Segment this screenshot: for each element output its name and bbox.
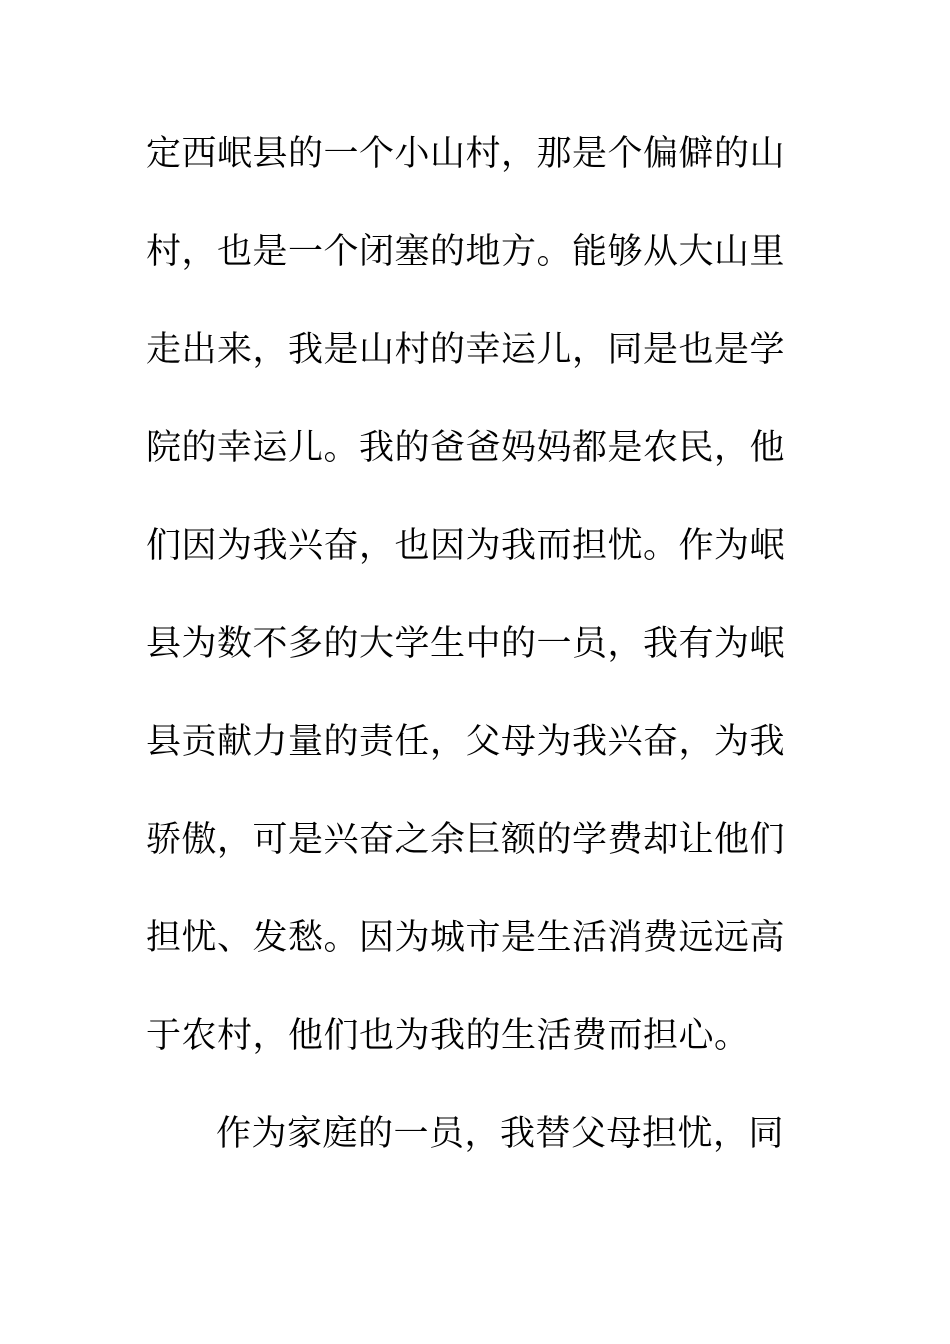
text-line: 于农村，他们也为我的生活费而担心。 [146,1016,750,1056]
body-text [146,122,786,1200]
text-line: 县为数不多的大学生中的一员，我有为岷 [146,624,786,664]
text-line: 们因为我兴奋，也因为我而担忧。作为岷 [146,526,786,566]
text-line: 定西岷县的一个小山村，那是个偏僻的山 [146,134,786,174]
paragraph-first-line: 作为家庭的一员，我替父母担忧，同 [216,1114,785,1154]
text-line: 村，也是一个闭塞的地方。能够从大山里 [146,232,786,272]
text-line: 骄傲，可是兴奋之余巨额的学费却让他们 [146,820,786,860]
text-line: 县贡献力量的责任，父母为我兴奋，为我 [146,722,786,762]
text-line: 院的幸运儿。我的爸爸妈妈都是农民，他 [146,428,786,468]
text-line: 走出来，我是山村的幸运儿，同是也是学 [146,330,786,370]
text-line: 担忧、发愁。因为城市是生活消费远远高 [146,918,786,958]
